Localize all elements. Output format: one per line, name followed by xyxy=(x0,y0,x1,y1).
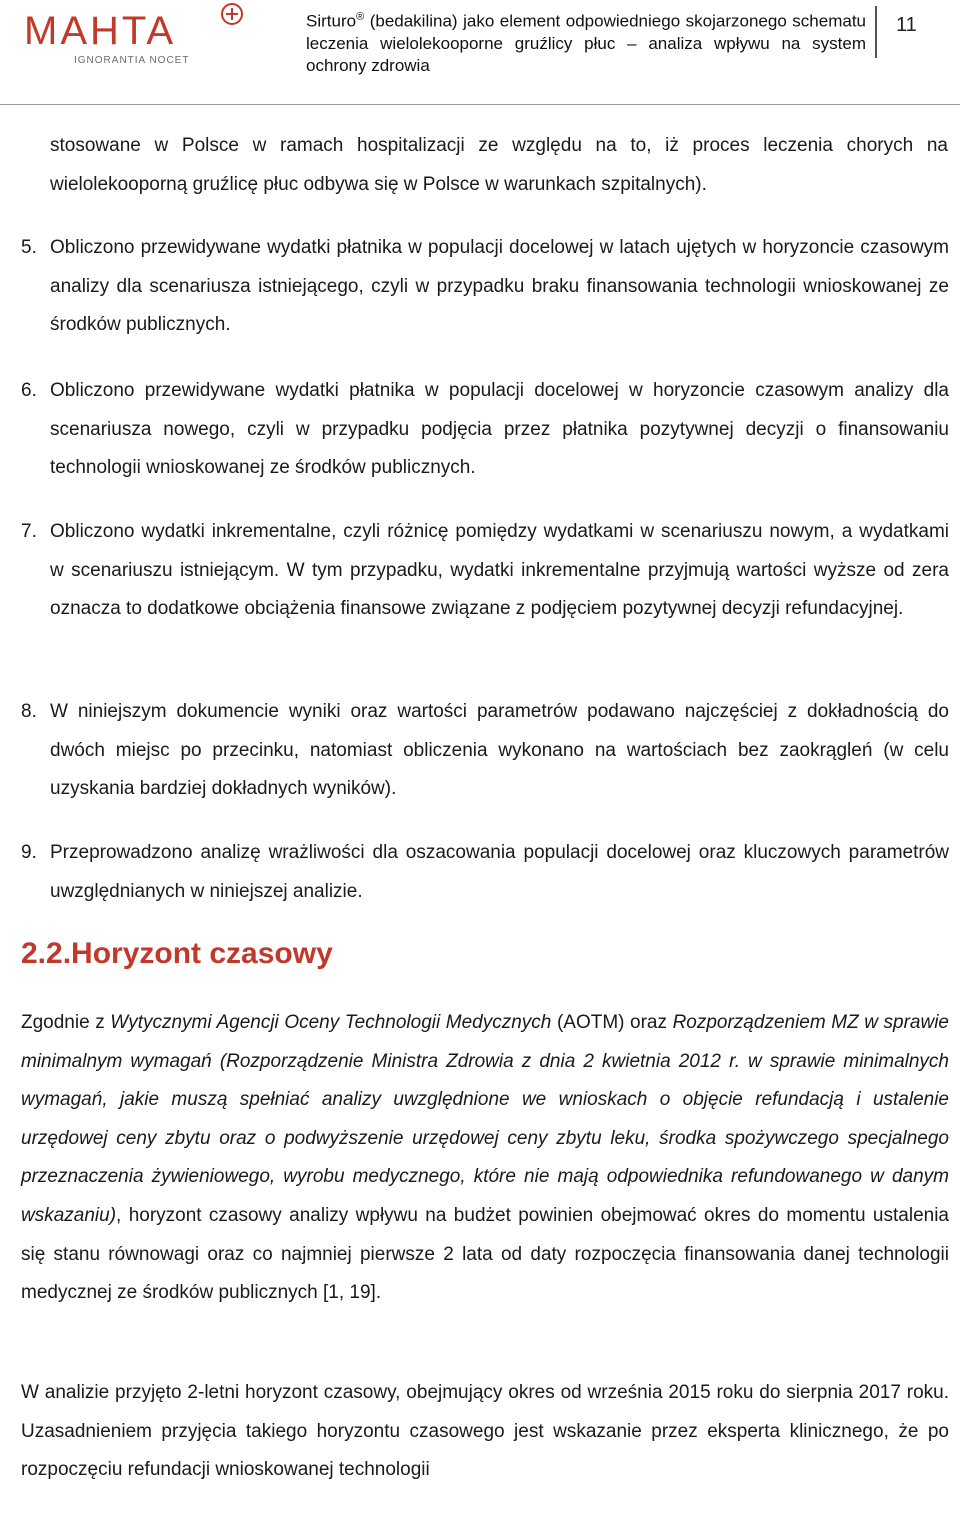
item-text: Przeprowadzono analizę wrażliwości dla oszacowania populacji docelowej oraz kluczowych parametrów uwzględnianych w niniejszej analizie. xyxy=(50,842,949,902)
horizon-text-5: , horyzont czasowy analizy wpływu na budżet powinien obejmować okres do momentu ustalenia się stanu równowagi oraz co najmniej pierwsze 2 lata od daty rozpoczęcia finansowania danej technologii medycznej ze środków publicznych [1, 19]. xyxy=(21,1204,949,1304)
registered-mark: ® xyxy=(356,11,365,23)
item-text: W niniejszym dokumencie wyniki oraz wartości parametrów podawano najczęściej z dokładnością do dwóch miejsc po przecinku, natomiast obliczenia wykonano na wartościach bez zaokrągleń (w celu uzyskania bardziej dokładnych wyników). xyxy=(50,701,949,800)
item-text: Obliczono przewidywane wydatki płatnika w populacji docelowej w horyzoncie czasowym analizy dla scenariusza nowego, czyli w przypadku podjęcia przez płatnika pozytywnej decyzji o finansowaniu technologii wnioskowanej ze środków publicznych. xyxy=(50,380,949,479)
item-number: 9. xyxy=(21,842,37,863)
logo-tagline: IGNORANTIA NOCET xyxy=(74,55,190,66)
item-number: 5. xyxy=(21,237,37,258)
item-number: 8. xyxy=(21,701,37,722)
final-paragraph: W analizie przyjęto 2-letni horyzont czasowy, obejmujący okres od września 2015 roku do sierpnia 2017 roku. Uzasadnieniem przyjęcia takiego horyzontu czasowego jest wskazanie przez eksperta klinicznego, że po rozpoczęciu refundacji wnioskowanej technologii xyxy=(21,1382,949,1481)
item-number: 6. xyxy=(21,380,37,401)
title-rest: (bedakilina) jako element odpowiedniego skojarzonego schematu leczenia wielolekooporne gruźlicy płuc – analiza wpływu na system ochrony zdrowia xyxy=(306,11,866,75)
list-item-5 xyxy=(21,229,949,345)
horizon-text-3: (AOTM) oraz xyxy=(551,1012,673,1033)
logo-wordmark: MAHTA xyxy=(24,9,177,53)
item-number: 7. xyxy=(21,521,37,542)
regulation-reference: Rozporządzeniem MZ w sprawie minimalnym wymagań (Rozporządzenie Ministra Zdrowia z dnia 2 kwietnia 2012 r. w sprawie minimalnych wymagań, jakie muszą spełniać analizy uwzględnione we wnioskach o objęcie refundacją i ustalenie urzędowej ceny zbytu oraz o podwyższenie urzędowej ceny zbytu leku, środka spożywczego specjalnego przeznaczenia żywieniowego, wyrobu medycznego, które nie mają odpowiednika refundowanego w danym wskazaniu) xyxy=(21,1012,949,1226)
header-divider xyxy=(875,6,877,58)
list-item-8 xyxy=(21,693,949,809)
list-item-6 xyxy=(21,372,949,488)
page-number: 11 xyxy=(896,14,917,36)
section-heading: 2.2.Horyzont czasowy xyxy=(21,937,333,970)
horizon-text-1: Zgodnie z xyxy=(21,1012,111,1033)
list-item-7 xyxy=(21,513,949,629)
item-text: Obliczono przewidywane wydatki płatnika w populacji docelowej w latach ujętych w horyzoncie czasowym analizy dla scenariusza istniejącego, czyli w przypadku braku finansowania technologii wnioskowanej ze środków publicznych. xyxy=(50,237,949,336)
page-header xyxy=(0,0,960,108)
document-title xyxy=(306,6,866,77)
mahta-logo xyxy=(22,0,252,70)
horizon-paragraph xyxy=(21,1004,949,1313)
header-rule xyxy=(0,104,960,105)
title-lead: Sirturo xyxy=(306,11,357,31)
intro-continuation: stosowane w Polsce w ramach hospitalizacji ze względu na to, iż proces leczenia chorych na wielolekooporną gruźlicę płuc odbywa się w Polsce w warunkach szpitalnych). xyxy=(50,135,948,195)
list-item-9 xyxy=(21,834,949,911)
item-text: Obliczono wydatki inkrementalne, czyli różnicę pomiędzy wydatkami w scenariuszu nowym, a wydatkami w scenariuszu istniejącym. W tym przypadku, wydatki inkrementalne przyjmują wartości wyższe od zera oznacza to dodatkowe obciążenia finansowe związane z podjęciem pozytywnej decyzji refundacyjnej. xyxy=(50,521,949,620)
guidelines-reference: Wytycznymi Agencji Oceny Technologii Medycznych xyxy=(110,1012,552,1033)
